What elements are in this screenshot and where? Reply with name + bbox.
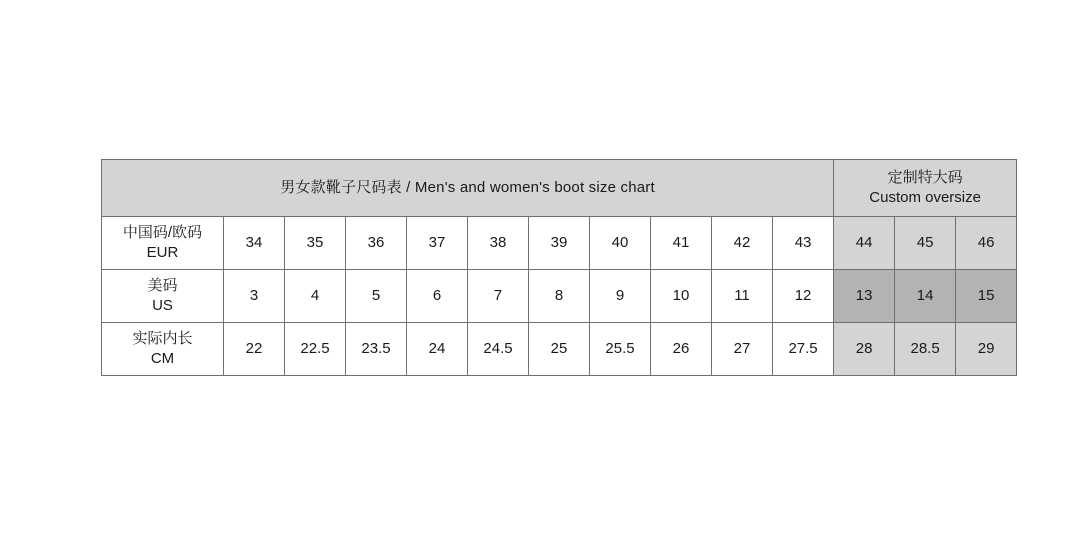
cell-eur-2: 36 [346, 217, 407, 270]
cell-eur-5: 39 [529, 217, 590, 270]
cell-cm-10: 28 [834, 323, 895, 376]
cell-cm-4: 24.5 [468, 323, 529, 376]
table-row-cm [102, 323, 1017, 376]
table-row-eur [102, 217, 1017, 270]
row-label-cm [102, 323, 224, 376]
cell-cm-2: 23.5 [346, 323, 407, 376]
custom-oversize-header-cn: 定制特大码 [887, 168, 963, 186]
boot-size-chart-table [101, 159, 1017, 376]
chart-title-row [102, 160, 1017, 217]
row-label-cm-en: CM [150, 350, 175, 367]
cell-us-10: 13 [834, 270, 895, 323]
cell-us-8: 11 [712, 270, 773, 323]
cell-eur-9: 43 [773, 217, 834, 270]
row-label-cm-cn: 实际内长 [132, 329, 193, 347]
cell-us-11: 14 [895, 270, 956, 323]
row-label-us-cn: 美码 [147, 276, 178, 294]
cell-cm-3: 24 [407, 323, 468, 376]
cell-eur-6: 40 [590, 217, 651, 270]
cell-eur-1: 35 [285, 217, 346, 270]
cell-cm-9: 27.5 [773, 323, 834, 376]
cell-us-9: 12 [773, 270, 834, 323]
chart-title: 男女款靴子尺码表 / Men's and women's boot size chart [102, 160, 834, 217]
cell-cm-1: 22.5 [285, 323, 346, 376]
row-label-eur-en: EUR [146, 244, 179, 261]
cell-eur-7: 41 [651, 217, 712, 270]
row-label-eur-cn: 中国码/欧码 [122, 223, 203, 241]
cell-eur-4: 38 [468, 217, 529, 270]
cell-us-12: 15 [956, 270, 1017, 323]
cell-us-3: 6 [407, 270, 468, 323]
table-row-us [102, 270, 1017, 323]
size-chart-container [101, 159, 995, 376]
cell-us-0: 3 [224, 270, 285, 323]
row-label-us [102, 270, 224, 323]
cell-cm-7: 26 [651, 323, 712, 376]
cell-eur-10: 44 [834, 217, 895, 270]
cell-eur-0: 34 [224, 217, 285, 270]
custom-oversize-header [834, 160, 1017, 217]
cell-eur-3: 37 [407, 217, 468, 270]
cell-us-7: 10 [651, 270, 712, 323]
cell-eur-8: 42 [712, 217, 773, 270]
cell-cm-0: 22 [224, 323, 285, 376]
custom-oversize-header-en: Custom oversize [869, 189, 981, 206]
cell-us-2: 5 [346, 270, 407, 323]
cell-us-6: 9 [590, 270, 651, 323]
cell-eur-12: 46 [956, 217, 1017, 270]
cell-cm-5: 25 [529, 323, 590, 376]
cell-eur-11: 45 [895, 217, 956, 270]
row-label-eur [102, 217, 224, 270]
cell-cm-8: 27 [712, 323, 773, 376]
cell-cm-12: 29 [956, 323, 1017, 376]
cell-cm-6: 25.5 [590, 323, 651, 376]
row-label-us-en: US [152, 297, 173, 314]
cell-us-1: 4 [285, 270, 346, 323]
cell-us-5: 8 [529, 270, 590, 323]
cell-us-4: 7 [468, 270, 529, 323]
cell-cm-11: 28.5 [895, 323, 956, 376]
